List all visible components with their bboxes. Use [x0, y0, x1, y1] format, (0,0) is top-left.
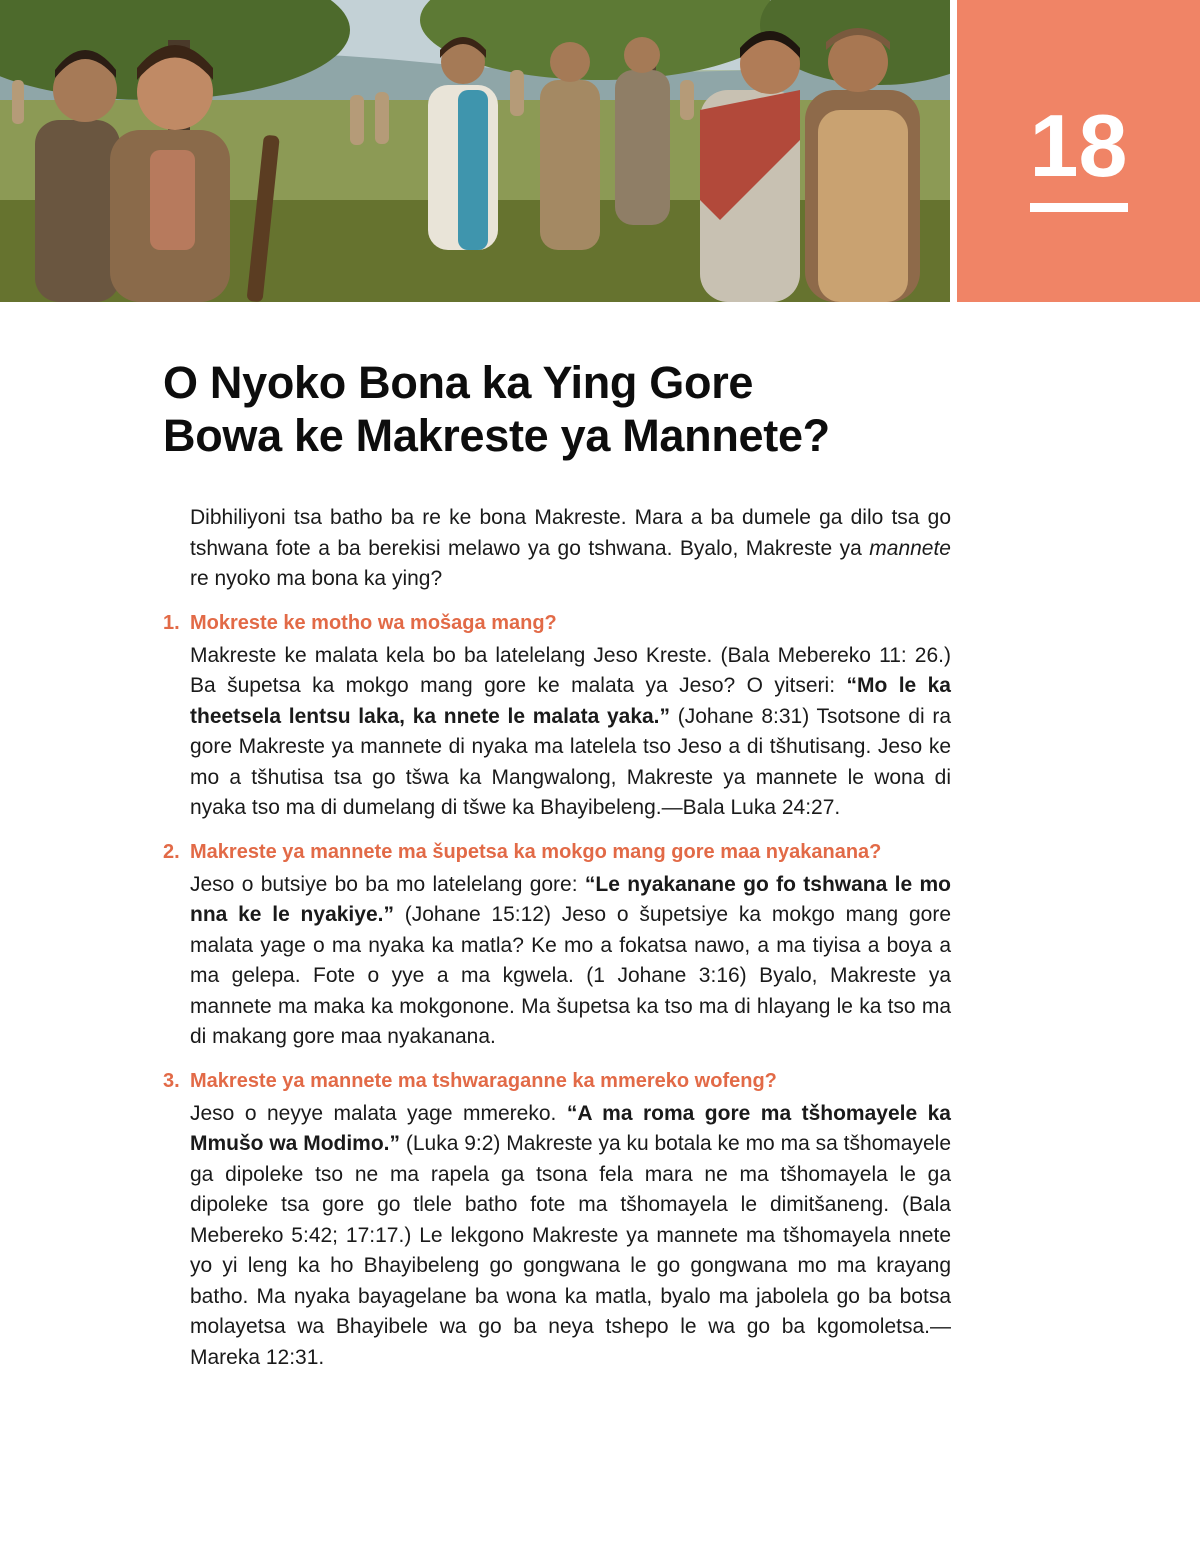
title-line-1: O Nyoko Bona ka Ying Gore: [163, 357, 754, 408]
chapter-underline: [1030, 203, 1128, 212]
question-text: Makreste ya mannete ma šupetsa ka mokgo mang gore maa nyakanana?: [190, 840, 882, 863]
illustration-scene: [0, 0, 950, 302]
answer-text: (Johane 8:31) Tsotsone di ra gore Makreste ya mannete di nyaka ma latelela tso Jeso a di tšhutisang. Jeso ke mo a tšhutisa tsa go tšwa ka Mangwalong, Makreste ya mannete le wona di nyaka tso ma di dumelang di tšwe ka Bhayibeleng.—Bala Luka 24:27.: [190, 704, 951, 819]
answer-text: Jeso o butsiye bo ba mo latelelang gore:: [190, 872, 585, 896]
intro-text: Dibhiliyoni tsa batho ba re ke bona Makreste. Mara a ba dumele ga dilo tsa go tshwana fote a ba berekisi melawo ya go tshwana. Byalo, Makreste ya: [190, 506, 951, 560]
chapter-number: 18: [1029, 96, 1128, 195]
question-number: 3.: [163, 1069, 180, 1092]
title-line-2: Bowa ke Makreste ya Mannete?: [163, 410, 830, 461]
answer-text: Jeso o neyye malata yage mmereko.: [190, 1101, 567, 1125]
lesson-content: [163, 503, 951, 1373]
chapter-badge: [957, 0, 1200, 302]
intro-paragraph: [190, 503, 951, 595]
question-heading: [163, 838, 951, 866]
answer-text: (Johane 15:12) Jeso o šupetsiye ka mokgo mang gore malata yage o ma nyaka ka matla? Ke mo a fokatsa nawo, a ma tiyisa a boya a ma gelepa. Fote o yye a ma kgwela. (1 Johane 3:16) Byalo, Makreste ya mannete ma maka ka mokgonone. Ma šupetsa ka tso ma di hlayang le ka tso ma di makang gore maa nyakanana.: [190, 903, 951, 1048]
answer-paragraph: [190, 1099, 951, 1374]
question-number: 2.: [163, 840, 180, 863]
question-number: 1.: [163, 611, 180, 634]
answer-text: Makreste ke malata kela bo ba latelelang Jeso Kreste. (Bala Mebereko 11: 26.) Ba šupetsa ka mokgo mang gore ke malata ya Jeso? O yitseri:: [190, 643, 951, 697]
intro-text: re nyoko ma bona ka ying?: [190, 567, 443, 590]
answer-paragraph: [190, 641, 951, 824]
question-text: Mokreste ke motho wa mošaga mang?: [190, 611, 557, 634]
scripture-quote: “Le nyakanane go fo tshwana le mo nna ke le nyakiye.”: [190, 872, 951, 926]
page-title: [163, 356, 963, 462]
answer-paragraph: [190, 870, 951, 1053]
answer-text: (Luka 9:2) Makreste ya ku botala ke mo ma sa tšhomayele ga dipoleke tso ne ma rapela ga tsona fela mara ne ma tšhomayela le ga dipoleke tsa gore go tlele batho fote ma tšhomayela le dimitšaneng. (Bala Mebereko 5:42; 17:17.) Le lekgono Makreste ya mannete ma tšhomayela nnete yo yi leng ka ho Bhayibeleng go gongwana le go gongwana mo ma krayang batho. Ma nyaka bayagelane ba wona ka matla, byalo ma jabolela go ba botsa molayetsa wa Bhayibele wa go ba neya tshepo le wa go ba kgomoletsa.—Mareka 12:31.: [190, 1132, 952, 1369]
question-heading: [163, 609, 951, 637]
question-text: Makreste ya mannete ma tshwaraganne ka mmereko wofeng?: [190, 1069, 777, 1092]
header-illustration: [0, 0, 950, 302]
scripture-quote: “A ma roma gore ma tšhomayele ka Mmušo wa Modimo.”: [190, 1101, 951, 1155]
question-heading: [163, 1067, 951, 1095]
scripture-quote: “Mo le ka theetsela lentsu laka, ka nnete le malata yaka.”: [190, 674, 951, 728]
intro-emphasis: mannete: [869, 536, 951, 560]
